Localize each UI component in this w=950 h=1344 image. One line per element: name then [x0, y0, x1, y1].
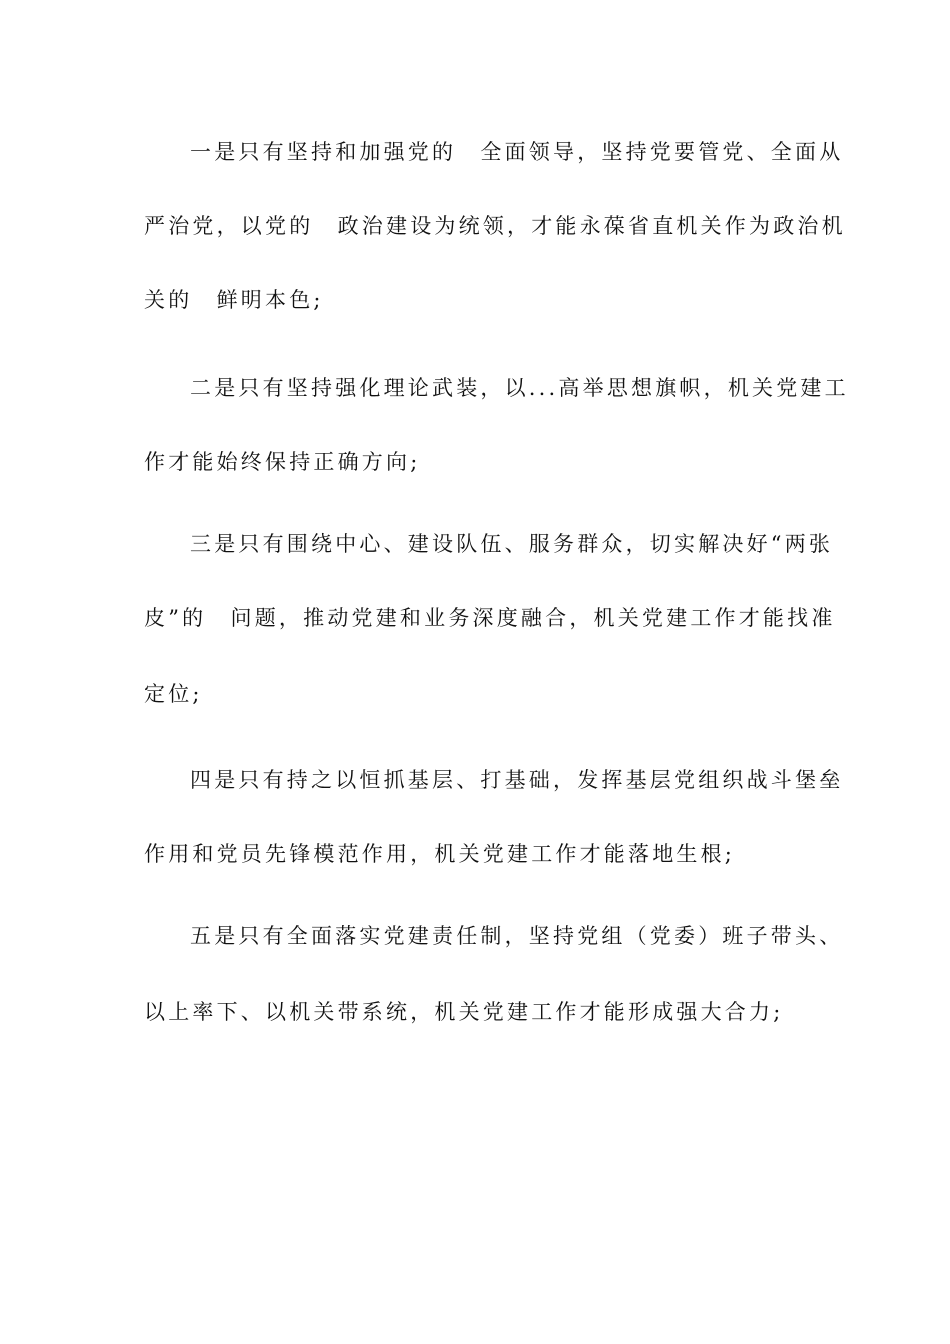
paragraph-3-line-1: 三是只有围绕中心、建设队伍、服务群众，切实解决好“两张 — [190, 532, 834, 556]
paragraph-2-line-1: 二是只有坚持强化理论武装，以...高举思想旗帜，机关党建工 — [190, 376, 849, 400]
paragraph-4-line-1: 四是只有持之以恒抓基层、打基础，发挥基层党组织战斗堡垒 — [190, 768, 844, 792]
paragraph-5-line-2: 以上率下、以机关带系统，机关党建工作才能形成强大合力; — [144, 1000, 784, 1024]
paragraph-4-line-2: 作用和党员先锋模范作用，机关党建工作才能落地生根; — [144, 842, 736, 866]
paragraph-1-line-1: 一是只有坚持和加强党的 全面领导，坚持党要管党、全面从 — [190, 140, 844, 164]
paragraph-2-line-2: 作才能始终保持正确方向; — [144, 450, 421, 474]
paragraph-3-line-2: 皮”的 问题，推动党建和业务深度融合，机关党建工作才能找准 — [144, 606, 836, 630]
paragraph-3-line-3: 定位; — [144, 682, 203, 706]
paragraph-5-line-1: 五是只有全面落实党建责任制，坚持党组（党委）班子带头、 — [190, 924, 844, 948]
paragraph-1-line-3: 关的 鲜明本色; — [144, 288, 324, 312]
paragraph-1-line-2: 严治党，以党的 政治建设为统领，才能永葆省直机关作为政治机 — [144, 214, 846, 238]
